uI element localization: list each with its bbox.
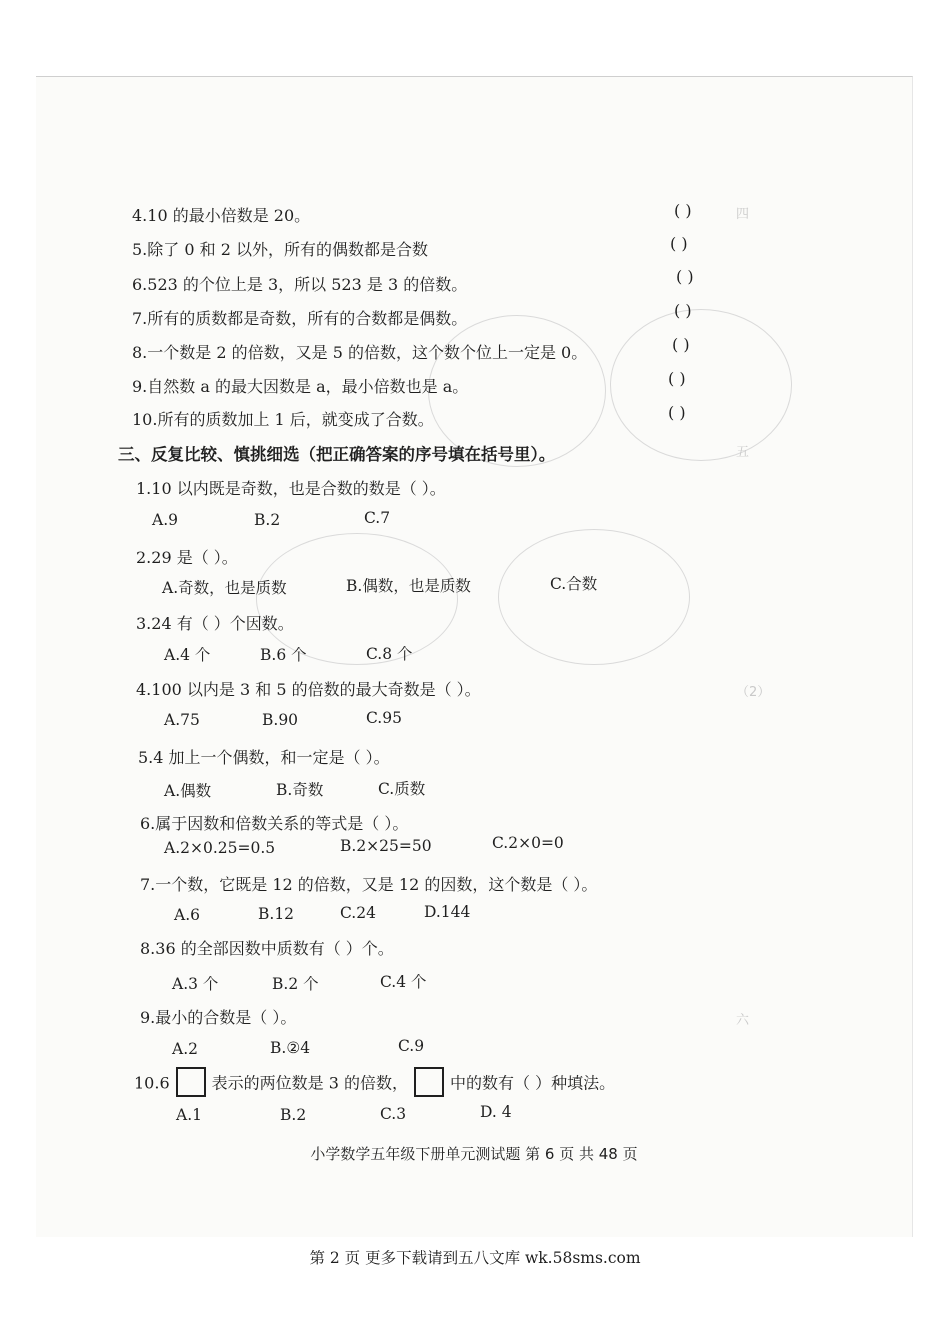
question-10-prefix: 10.6 [134,1073,170,1093]
scanned-page [36,76,913,1237]
option[interactable]: B.2 [254,511,281,529]
judgement-item: 10.所有的质数加上 1 后，就变成了合数。 [132,410,434,429]
answer-paren[interactable]: ( ) [668,403,686,422]
option[interactable]: C.95 [366,709,402,727]
option[interactable]: C.24 [340,904,376,922]
bleed-text: 四 [736,207,750,222]
answer-paren[interactable]: ( ) [672,335,690,354]
page-footer: 小学数学五年级下册单元测试题 第 6 页 共 48 页 [310,1145,638,1163]
option[interactable]: A.1 [176,1106,202,1124]
option[interactable]: A.奇数，也是质数 [162,579,287,597]
option[interactable]: B.12 [258,905,295,923]
option[interactable]: B.偶数，也是质数 [346,577,471,595]
judgement-item: 8.一个数是 2 的倍数，又是 5 的倍数，这个数个位上一定是 0。 [132,343,588,362]
option[interactable]: B.90 [262,711,299,729]
question: 6.属于因数和倍数关系的等式是（ ）。 [140,814,409,833]
option[interactable]: C.质数 [378,780,426,798]
option[interactable]: B.2 个 [272,975,319,993]
bleed-ellipse [498,529,690,665]
option[interactable]: C.7 [364,509,391,527]
option[interactable]: A.2×0.25=0.5 [164,839,276,857]
option[interactable]: D. 4 [480,1103,512,1121]
option[interactable]: B.②4 [270,1039,311,1057]
question: 4.100 以内是 3 和 5 的倍数的最大奇数是（ ）。 [136,680,481,699]
option[interactable]: C.3 [380,1105,407,1123]
document-footer: 第 2 页 更多下载请到五八文库 wk.58sms.com [309,1249,641,1267]
section-title: 三、反复比较、慎挑细选（把正确答案的序号填在括号里）。 [118,445,556,464]
question: 7.一个数，它既是 12 的倍数，又是 12 的因数，这个数是（ ）。 [140,875,598,894]
question: 2.29 是（ ）。 [136,548,238,567]
judgement-item: 7.所有的质数都是奇数，所有的合数都是偶数。 [132,309,468,328]
answer-paren[interactable]: ( ) [676,267,694,286]
option[interactable]: C.合数 [550,575,598,593]
option[interactable]: C.9 [398,1037,425,1055]
bleed-text: 五 [736,445,750,460]
question: 5.4 加上一个偶数，和一定是（ ）。 [138,748,390,767]
option[interactable]: B.奇数 [276,781,324,799]
question-10 [134,1069,615,1099]
option[interactable]: C.4 个 [380,973,427,991]
judgement-item: 9.自然数 a 的最大因数是 a，最小倍数也是 a。 [132,377,469,396]
option[interactable]: A.偶数 [164,782,212,800]
answer-paren[interactable]: ( ) [674,301,692,320]
bleed-text: （2） [736,685,771,700]
judgement-item: 5.除了 0 和 2 以外，所有的偶数都是合数 [132,240,428,259]
answer-paren[interactable]: ( ) [668,369,686,388]
question: 9.最小的合数是（ ）。 [140,1008,297,1027]
option[interactable]: A.4 个 [164,646,211,664]
option[interactable]: A.3 个 [172,975,219,993]
question-10-suffix: 中的数有（ ）种填法。 [449,1073,616,1093]
option[interactable]: C.2×0=0 [492,834,564,852]
question: 8.36 的全部因数中质数有（ ）个。 [140,939,394,958]
bleed-ellipse [610,309,792,461]
option[interactable]: A.6 [174,906,200,924]
answer-paren[interactable]: ( ) [670,234,688,253]
question: 3.24 有（ ）个因数。 [136,614,294,633]
option[interactable]: A.2 [172,1040,198,1058]
option[interactable]: B.2 [280,1106,307,1124]
blank-box[interactable] [176,1067,206,1097]
option[interactable]: C.8 个 [366,645,413,663]
question-10-middle: 表示的两位数是 3 的倍数， [211,1073,408,1093]
option[interactable]: A.75 [164,711,200,729]
option[interactable]: A.9 [152,511,178,529]
option[interactable]: B.6 个 [260,646,307,664]
bleed-text: 六 [736,1013,750,1028]
blank-box[interactable] [414,1067,444,1097]
answer-paren[interactable]: ( ) [674,201,692,220]
judgement-item: 4.10 的最小倍数是 20。 [132,206,311,225]
question: 1.10 以内既是奇数，也是合数的数是（ ）。 [136,479,446,498]
option[interactable]: D.144 [424,903,471,921]
judgement-item: 6.523 的个位上是 3，所以 523 是 3 的倍数。 [132,275,468,294]
option[interactable]: B.2×25=50 [340,837,432,855]
